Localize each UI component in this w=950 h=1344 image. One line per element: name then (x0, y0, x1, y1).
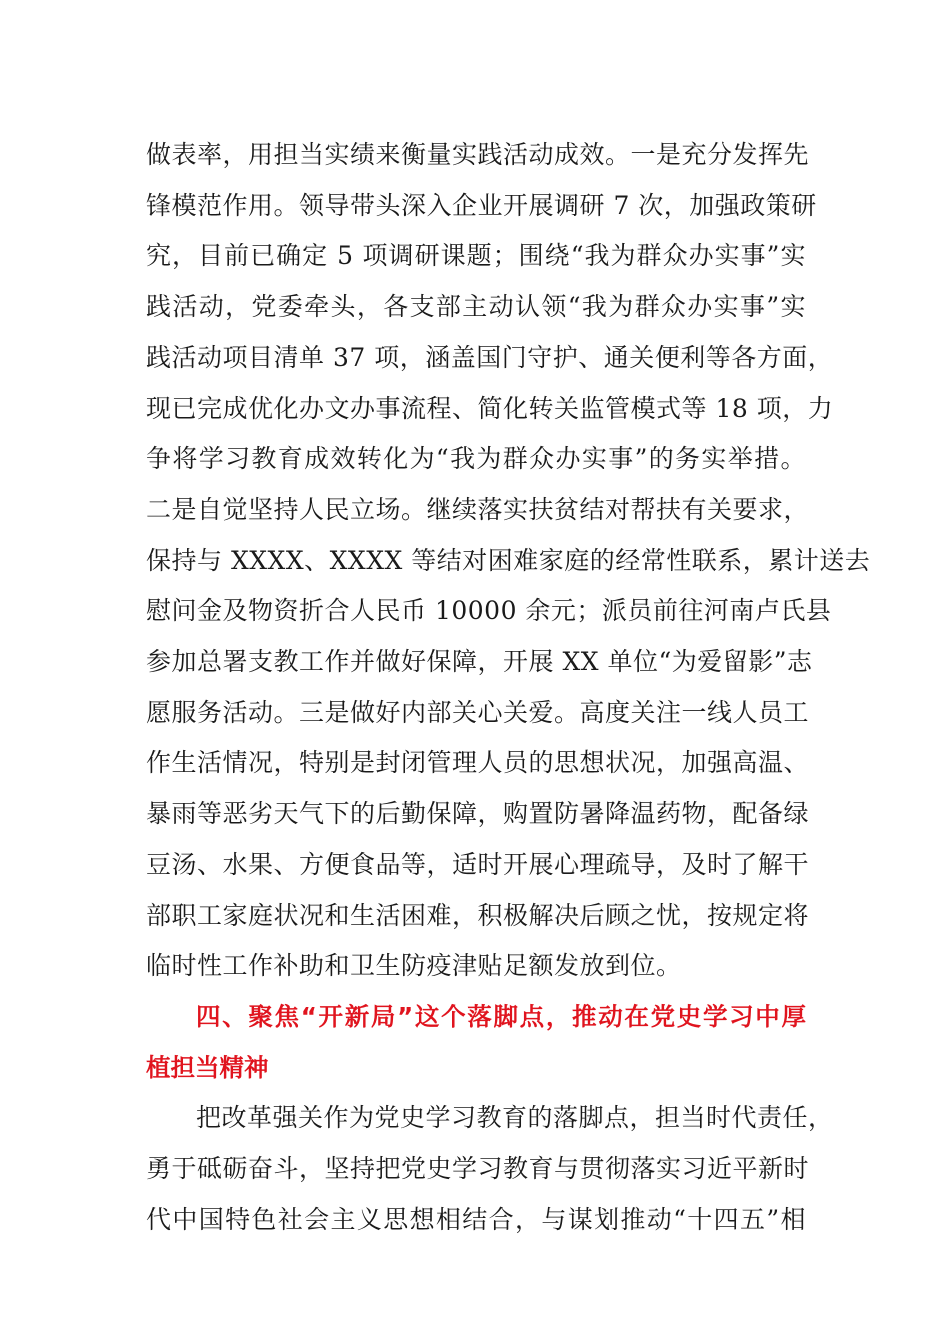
paragraph-line: 愿服务活动。三是做好内部关心关爱。高度关注一线人员工 (146, 697, 810, 727)
section-heading-line: 四、聚焦“开新局”这个落脚点，推动在党史学习中厚 (196, 1001, 806, 1031)
paragraph-line: 保持与 XXXX、XXXX 等结对困难家庭的经常性联系，累计送去 (146, 545, 871, 575)
paragraph-line: 践活动项目清单 37 项，涵盖国门守护、通关便利等各方面， (146, 342, 834, 372)
paragraph-line: 做表率，用担当实绩来衡量实践活动成效。一是充分发挥先 (146, 140, 810, 169)
paragraph-line: 慰问金及物资折合人民币 10000 余元；派员前往河南卢氏县 (146, 596, 832, 626)
paragraph-line: 锋模范作用。领导带头深入企业开展调研 7 次，加强政策研 (146, 190, 817, 220)
paragraph-line: 争将学习教育成效转化为“我为群众办实事”的务实举措。 (146, 444, 806, 474)
paragraph-line: 二是自觉坚持人民立场。继续落实扶贫结对帮扶有关要求， (146, 494, 810, 524)
paragraph-line: 把改革强关作为党史学习教育的落脚点，担当时代责任， (196, 1103, 834, 1133)
paragraph-line: 作生活情况，特别是封闭管理人员的思想状况，加强高温、 (146, 748, 810, 778)
paragraph-line: 究，目前已确定 5 项调研课题；围绕“我为群众办实事”实 (146, 241, 806, 271)
paragraph-line: 践活动，党委牵头，各支部主动认领“我为群众办实事”实 (146, 292, 806, 322)
paragraph-line: 现已完成优化办文办事流程、简化转关监管模式等 18 项，力 (146, 393, 834, 423)
paragraph-2 (146, 1093, 834, 1245)
paragraph-1 (146, 130, 871, 992)
paragraph-line: 临时性工作补助和卫生防疫津贴足额发放到位。 (146, 951, 682, 981)
paragraph-line: 暴雨等恶劣天气下的后勤保障，购置防暑降温药物，配备绿 (146, 799, 810, 829)
paragraph-line: 勇于砥砺奋斗，坚持把党史学习教育与贯彻落实习近平新时 (146, 1154, 810, 1184)
document-content (146, 130, 871, 1245)
paragraph-line: 代中国特色社会主义思想相结合，与谋划推动“十四五”相 (146, 1204, 806, 1234)
section-heading (146, 992, 806, 1093)
paragraph-line: 部职工家庭状况和生活困难，积极解决后顾之忧，按规定将 (146, 900, 810, 930)
paragraph-line: 参加总署支教工作并做好保障，开展 XX 单位“为爱留影”志 (146, 647, 813, 677)
section-heading-line: 植担当精神 (146, 1052, 269, 1082)
paragraph-line: 豆汤、水果、方便食品等，适时开展心理疏导，及时了解干 (146, 849, 810, 879)
